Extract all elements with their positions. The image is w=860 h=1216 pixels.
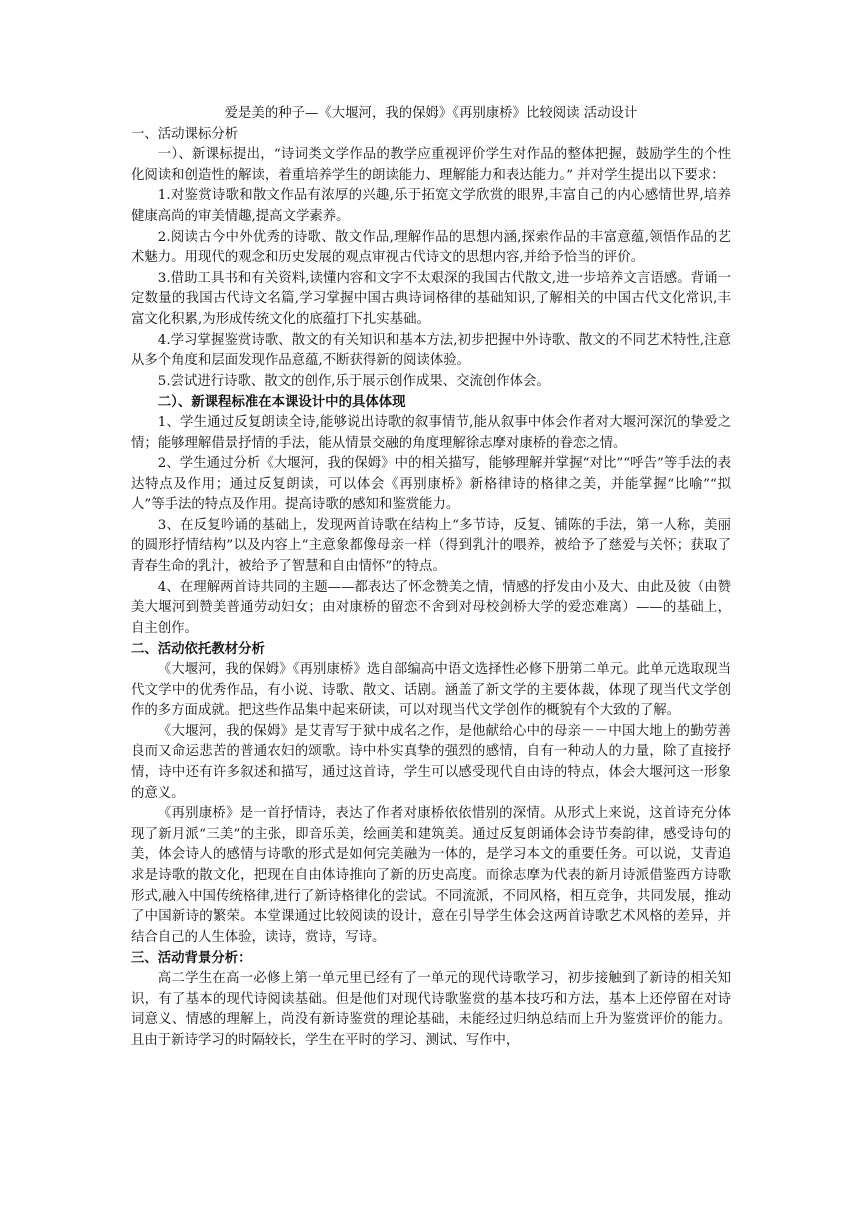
embodiment-item: 3、在反复吟诵的基础上，发现两首诗歌在结构上“多节诗，反复、铺陈的手法，第一人称，美丽的圆形抒情结构”以及内容上“主意象都像母亲一样（得到乳汁的喂养，被给予了慈爱与关怀；获取了青春生命的乳汁，被给予了智慧和自由情怀”的特点。 (131, 517, 731, 575)
textbook-paragraph: 《再别康桥》是一首抒情诗，表达了作者对康桥依依惜别的深情。从形式上来说，这首诗充分体现了新月派“三美”的主张，即音乐美，绘画美和建筑美。通过反复朗诵体会诗节奏韵律，感受诗句的美，体会诗人的感情与诗歌的形式是如何完美融为一体的，是学习本文的重要任务。可以说，艾青追求是诗歌的散文化，把现在自由体诗推向了新的历史高度。而徐志摩为代表的新月诗派借鉴西方诗歌形式,融入中国传统格律,进行了新诗格律化的尝试。不同流派，不同风格，相互竞争，共同发展，推动了中国新诗的繁荣。本堂课通过比较阅读的设计，意在引导学生体会这两首诗歌艺术风格的差异，并结合自己的人生体验，读诗，赏诗，写诗。 (131, 806, 731, 945)
section1-intro: 一）、新课标提出，“诗词类文学作品的教学应重视评价学生对作品的整体把握，鼓励学生的个性化阅读和创造性的解读，着重培养学生的朗读能力、理解能力和表达能力。” 并对学生提出以下要求： (131, 147, 731, 183)
requirement-item: 4.学习掌握鉴赏诗歌、散文的有关知识和基本方法,初步把握中外诗歌、散文的不同艺术特性,注意从多个角度和层面发现作品意蕴,不断获得新的阅读体验。 (131, 332, 731, 369)
document-page (131, 104, 731, 1051)
background-paragraph: 高二学生在高一必修上第一单元里已经有了一单元的现代诗歌学习，初步接触到了新诗的相关知识，有了基本的现代诗阅读基础。但是他们对现代诗歌鉴赏的基本技巧和方法，基本上还停留在对诗词意义、情感的理解上，尚没有新诗鉴赏的理论基础，未能经过归纳总结而上升为鉴赏评价的能力。且由于新诗学习的时隔较长，学生在平时的学习、测试、写作中， (131, 970, 731, 1048)
textbook-paragraph: 《大堰河，我的保姆》是艾青写于狱中成名之作，是他献给心中的母亲－－中国大地上的勤劳善良而又命运悲苦的普通农妇的颂歌。诗中朴实真挚的强烈的感情，自有一种动人的力量，除了直接抒情，诗中还有许多叙述和描写，通过这首诗，学生可以感受现代自由诗的特点，体会大堰河这一形象的意义。 (131, 723, 731, 801)
textbook-paragraph: 《大堰河，我的保姆》《再别康桥》选自部编高中语文选择性必修下册第二单元。此单元选取现当代文学中的优秀作品，有小说、诗歌、散文、话剧。涵盖了新文学的主要体裁，体现了现当代文学创作的多方面成就。把这些作品集中起来研读，可以对现当代文学创作的概貌有个大致的了解。 (131, 662, 731, 719)
subsection-heading-2: 二）、新课程标准在本课设计中的具体体现 (157, 394, 406, 411)
section-heading-3: 三、活动背景分析： (131, 950, 252, 967)
section-heading-1: 一、活动课标分析 (131, 126, 239, 142)
requirement-item: 3.借助工具书和有关资料,读懂内容和文字不太艰深的我国古代散文,进一步培养文言语感。背诵一定数量的我国古代诗文名篇,学习掌握中国古典诗词格律的基础知识,了解相关的中国古代文化常识,丰富文化积累,为形成传统文化的底蕴打下扎实基础。 (131, 270, 731, 327)
requirement-item: 5.尝试进行诗歌、散文的创作,乐于展示创作成果、交流创作体会。 (157, 373, 550, 389)
requirement-item: 1.对鉴赏诗歌和散文作品有浓厚的兴趣,乐于拓宽文学欣赏的眼界,丰富自己的内心感情世界,培养健康高尚的审美情趣,提高文学素养。 (131, 188, 731, 224)
requirement-item: 2.阅读古今中外优秀的诗歌、散文作品,理解作品的思想内涵,探索作品的丰富意蕴,领悟作品的艺术魅力。用现代的观念和历史发展的观点审视古代诗文的思想内容,并给予恰当的评价。 (131, 229, 731, 266)
embodiment-item: 4、在理解两首诗共同的主题——都表达了怀念赞美之情，情感的抒发由小及大、由此及彼（由赞美大堰河到赞美普通劳动妇女；由对康桥的留恋不舍到对母校剑桥大学的爱恋难离）——的基础上，自主创作。 (131, 579, 731, 636)
document-title: 爱是美的种子—《大堰河，我的保姆》《再别康桥》比较阅读 活动设计 (224, 106, 638, 121)
section-heading-2: 二、活动依托教材分析 (131, 641, 265, 658)
embodiment-item: 2、学生通过分析《大堰河，我的保姆》中的相关描写，能够理解并掌握“对比”“呼告”等手法的表达特点及作用；通过反复朗读，可以体会《再别康桥》新格律诗的格律之美，并能掌握“比喻”“拟人”等手法的特点及作用。提高诗歌的感知和鉴赏能力。 (131, 456, 731, 513)
embodiment-item: 1、学生通过反复朗读全诗,能够说出诗歌的叙事情节,能从叙事中体会作者对大堰河深沉的挚爱之情；能够理解借景抒情的手法，能从情景交融的角度理解徐志摩对康桥的眷恋之情。 (131, 414, 731, 451)
